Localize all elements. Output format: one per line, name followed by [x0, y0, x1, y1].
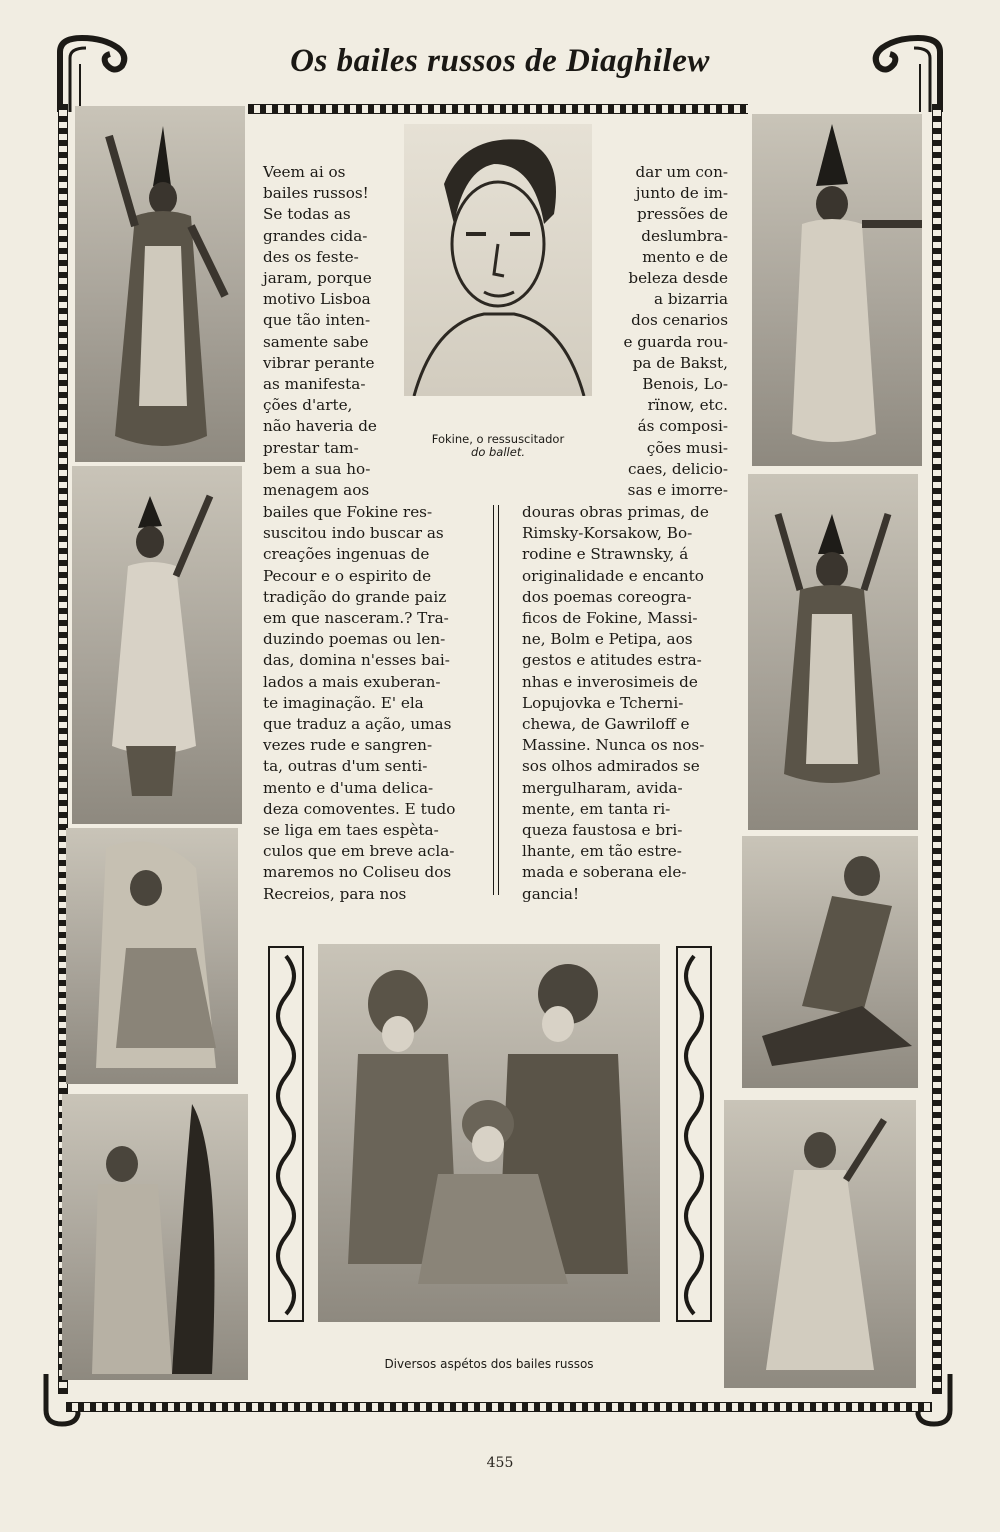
wave-ornament-left-icon	[268, 946, 304, 1322]
text-line: não haveria de	[263, 417, 377, 436]
corner-ornament-right-icon	[868, 34, 948, 114]
text-line: des os feste-	[263, 247, 359, 266]
text-line: rïnow, etc.	[647, 396, 728, 415]
text-line: mergulharam, avida-	[522, 778, 683, 797]
dancer-photo-right-3	[742, 836, 918, 1088]
text-line: ções musi-	[646, 438, 728, 457]
wave-ornament-right-icon	[676, 946, 712, 1322]
text-line: que traduz a ação, umas	[263, 715, 452, 734]
text-line: originalidade e encanto	[522, 566, 704, 585]
text-line: douras obras primas, de	[522, 503, 709, 521]
text-line: ta, outras d'um senti-	[263, 757, 428, 776]
column-divider	[493, 505, 499, 895]
text-line: sos olhos admirados se	[522, 757, 700, 776]
text-line: queza faustosa e bri-	[522, 821, 683, 840]
text-line: ficos de Fokine, Massi-	[522, 609, 698, 628]
corner-ornament-left-icon	[52, 34, 132, 114]
text-line: tradição do grande paiz	[263, 587, 447, 606]
text-line: mente, em tanta ri-	[522, 799, 671, 818]
text-line: samente sabe	[263, 332, 369, 351]
frame-top-border	[248, 104, 748, 114]
text-line: culos que em breve acla-	[263, 842, 455, 861]
dancer-photo-left-3	[66, 828, 238, 1084]
text-line: das, domina n'esses bai-	[263, 651, 450, 670]
text-line: gestos e atitudes estra-	[522, 651, 702, 670]
right-column-wide	[522, 502, 728, 905]
text-line: chewa, de Gawriloff e	[522, 715, 690, 734]
text-line: Pecour e o espirito de	[263, 566, 432, 585]
text-line: dar um con-	[635, 163, 728, 181]
text-line: vezes rude e sangren-	[263, 736, 433, 755]
text-line: nhas e inverosimeis de	[522, 672, 698, 691]
text-line: Massine. Nunca os nos-	[522, 736, 705, 755]
dancer-photo-right-2	[748, 474, 918, 830]
text-line: ás composi-	[637, 417, 728, 436]
portrait-caption-line2: do ballet.	[471, 445, 525, 459]
text-line: mada e soberana ele-	[522, 863, 687, 882]
text-line: vibrar perante	[263, 353, 375, 372]
portrait-caption-line1: Fokine, o ressuscitador	[431, 432, 565, 446]
fokine-portrait	[404, 124, 592, 396]
text-line: lhante, em tão estre-	[522, 842, 682, 861]
group-dancers-photo	[318, 944, 660, 1322]
text-line: motivo Lisboa	[263, 290, 371, 309]
dancer-photo-left-4	[62, 1094, 248, 1380]
text-line: beleza desde	[628, 269, 728, 288]
text-line: as manifesta-	[263, 375, 366, 394]
text-line: pressões de	[636, 205, 728, 224]
text-line: suscitou indo buscar as	[263, 524, 444, 543]
right-column-narrow	[616, 162, 728, 501]
text-line: mento e d'uma delica-	[263, 778, 434, 797]
text-line: menagem aos	[263, 481, 370, 500]
dancer-photo-right-1	[752, 114, 922, 466]
text-line: sas e imorre-	[627, 481, 728, 500]
text-line: ne, Bolm e Petipa, aos	[522, 630, 693, 649]
text-line: mento e de	[642, 247, 728, 266]
text-line: se liga em taes espèta-	[263, 821, 439, 840]
text-line: bailes russos!	[263, 184, 369, 203]
text-line: deslumbra-	[641, 226, 728, 245]
text-line: que tão inten-	[263, 311, 371, 330]
text-line: grandes cida-	[263, 226, 368, 245]
text-line: ções d'arte,	[263, 396, 353, 415]
left-column-narrow	[263, 162, 398, 501]
text-line: em que nasceram.? Tra-	[263, 609, 449, 628]
text-line: maremos no Coliseu dos	[263, 863, 452, 882]
page-title: Os bailes russos de Diaghilew	[290, 43, 710, 79]
text-line: pa de Bakst,	[632, 353, 728, 372]
text-line: deza comoventes. E tudo	[263, 799, 456, 818]
portrait-caption	[404, 433, 592, 459]
group-photo-caption: Diversos aspétos dos bailes russos	[384, 1357, 594, 1371]
text-line: dos cenarios	[631, 311, 728, 330]
frame-bottom-border	[66, 1402, 932, 1412]
text-line: caes, delicio-	[627, 459, 728, 478]
text-line: Recreios, para nos	[263, 884, 407, 903]
left-column-wide	[263, 502, 473, 905]
dancer-photo-left-2	[72, 466, 242, 824]
text-line: te imaginação. E' ela	[263, 693, 424, 712]
text-line: dos poemas coreogra-	[522, 587, 692, 606]
text-line: Lopujovka e Tcherni-	[522, 693, 684, 712]
text-line: Se todas as	[263, 205, 351, 224]
dancer-photo-right-4	[724, 1100, 916, 1388]
text-line: jaram, porque	[263, 269, 372, 288]
text-line: Benois, Lo-	[642, 375, 728, 394]
text-line: creações ingenuas de	[263, 545, 430, 564]
text-line: junto de im-	[635, 184, 728, 203]
text-line: Rimsky-Korsakow, Bo-	[522, 524, 693, 543]
frame-right-border	[932, 104, 942, 1394]
text-line: Veem ai os	[263, 163, 346, 181]
text-line: e guarda rou-	[623, 332, 728, 351]
text-line: prestar tam-	[263, 438, 359, 457]
text-line: bem a sua ho-	[263, 459, 371, 478]
text-line: a bizarria	[654, 290, 728, 309]
text-line: bailes que Fokine res-	[263, 503, 433, 521]
text-line: duzindo poemas ou len-	[263, 630, 446, 649]
text-line: lados a mais exuberan-	[263, 672, 441, 691]
text-line: gancia!	[522, 884, 580, 903]
text-line: rodine e Strawnsky, á	[522, 545, 689, 564]
dancer-photo-left-1	[75, 106, 245, 462]
page-number: 455	[486, 1455, 514, 1471]
